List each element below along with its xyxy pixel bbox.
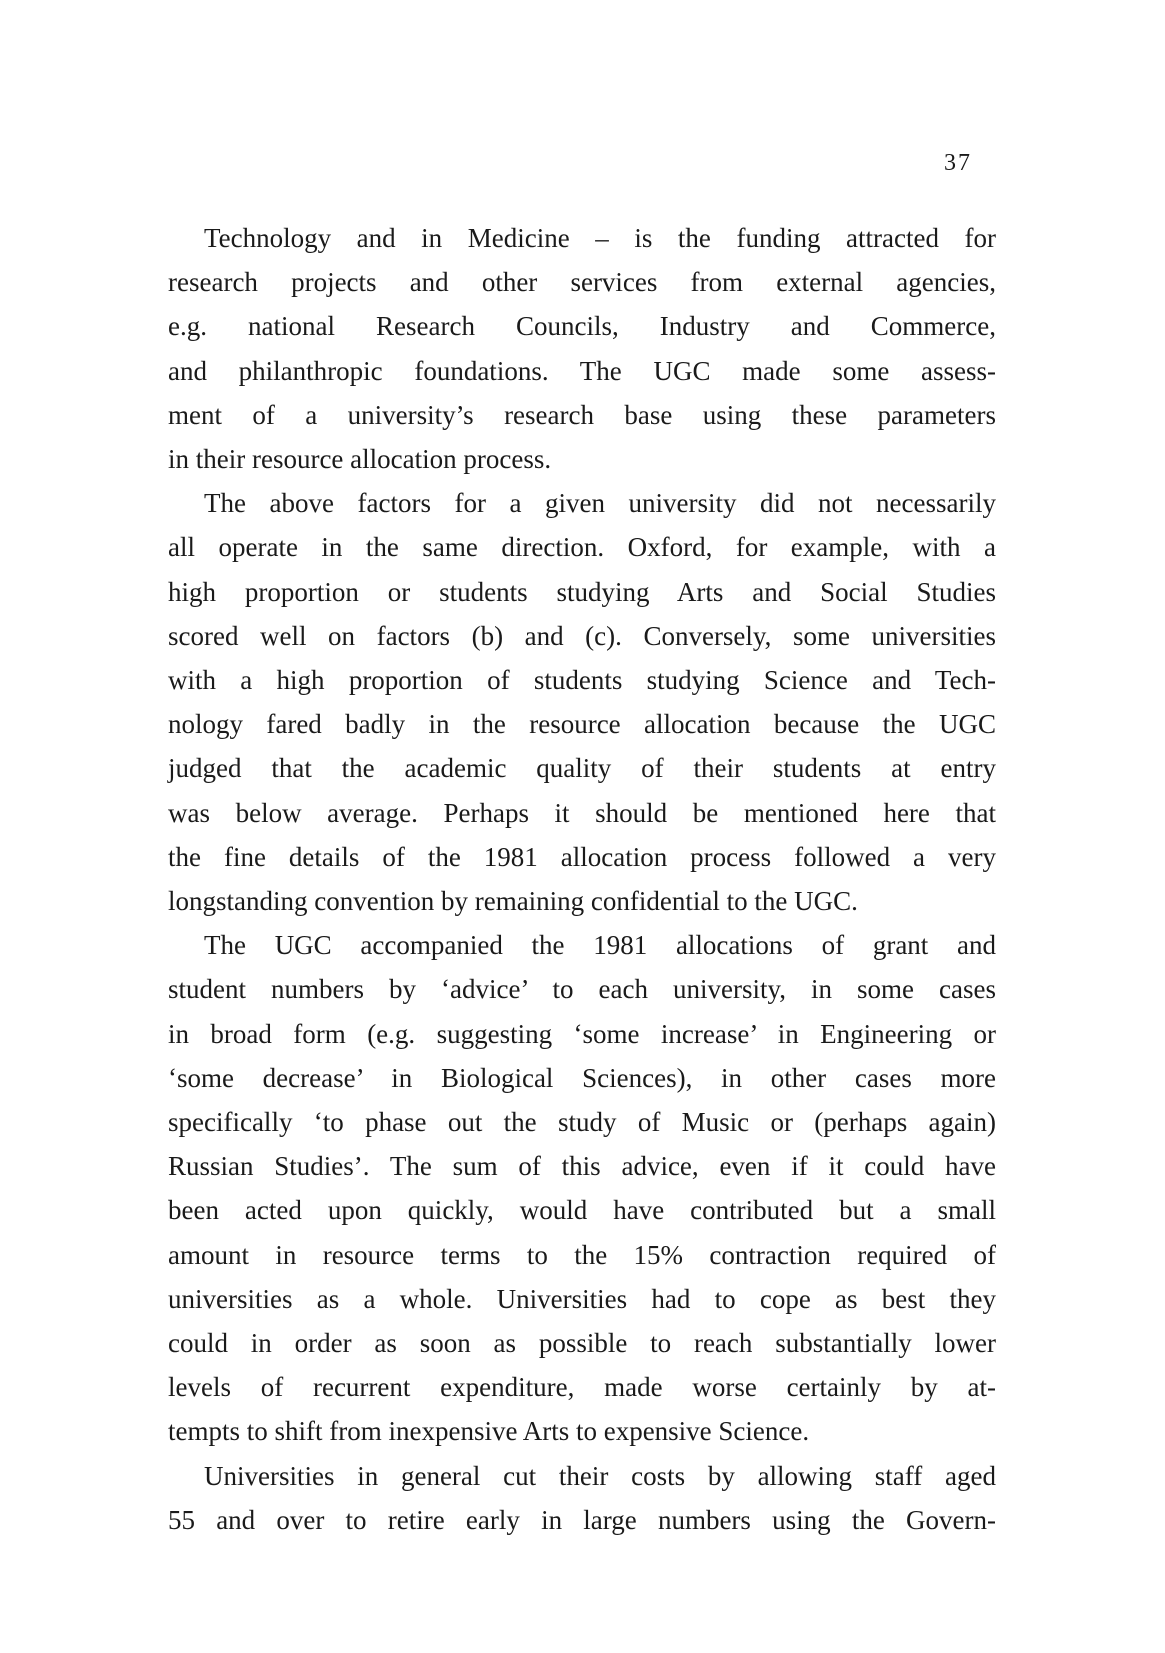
text-line: and philanthropic foundations. The UGC made some assess- [168, 355, 996, 386]
text-line: amount in resource terms to the 15% contraction required of [168, 1239, 996, 1270]
text-line: levels of recurrent expenditure, made worse certainly by at- [168, 1372, 996, 1403]
text-line: in their resource allocation process. [168, 444, 552, 475]
text-line: with a high proportion of students studying Science and Tech- [168, 665, 996, 696]
body-text [168, 216, 996, 1542]
text-line: longstanding convention by remaining confidential to the UGC. [168, 886, 858, 917]
text-line: The above factors for a given university did not necessarily [204, 488, 996, 519]
text-line: universities as a whole. Universities had to cope as best they [168, 1283, 996, 1314]
text-line: ‘some decrease’ in Biological Sciences), in other cases more [168, 1062, 996, 1093]
text-line: The UGC accompanied the 1981 allocations of grant and [204, 930, 996, 961]
page-number: 37 [944, 150, 972, 176]
text-line: scored well on factors (b) and (c). Conversely, some universities [168, 620, 996, 651]
text-line: all operate in the same direction. Oxford, for example, with a [168, 532, 996, 563]
text-line: 55 and over to retire early in large numbers using the Govern- [168, 1504, 996, 1535]
text-line: the fine details of the 1981 allocation process followed a very [168, 841, 996, 872]
paragraph-4 [168, 1454, 996, 1542]
text-line: specifically ‘to phase out the study of Music or (perhaps again) [168, 1107, 996, 1138]
text-line: judged that the academic quality of their students at entry [168, 753, 996, 784]
text-line: been acted upon quickly, would have contributed but a small [168, 1195, 996, 1226]
text-line: Technology and in Medicine – is the funding attracted for [204, 223, 996, 253]
text-line: could in order as soon as possible to reach substantially lower [168, 1328, 996, 1359]
paragraph-3 [168, 923, 996, 1453]
text-line: high proportion or students studying Arts and Social Studies [168, 576, 996, 607]
text-line: Russian Studies’. The sum of this advice, even if it could have [168, 1151, 996, 1182]
text-line: e.g. national Research Councils, Industry and Commerce, [168, 311, 996, 342]
text-line: research projects and other services from external agencies, [168, 267, 996, 298]
text-line: in broad form (e.g. suggesting ‘some increase’ in Engineering or [168, 1018, 996, 1049]
text-line: student numbers by ‘advice’ to each university, in some cases [168, 974, 996, 1005]
text-line: tempts to shift from inexpensive Arts to expensive Science. [168, 1416, 810, 1447]
text-line: Universities in general cut their costs by allowing staff aged [204, 1460, 996, 1491]
text-line: was below average. Perhaps it should be mentioned here that [168, 797, 996, 828]
paragraph-2 [168, 481, 996, 923]
text-line: nology fared badly in the resource allocation because the UGC [168, 709, 996, 740]
paragraph-1 [168, 216, 996, 481]
text-line: ment of a university’s research base using these parameters [168, 399, 996, 430]
